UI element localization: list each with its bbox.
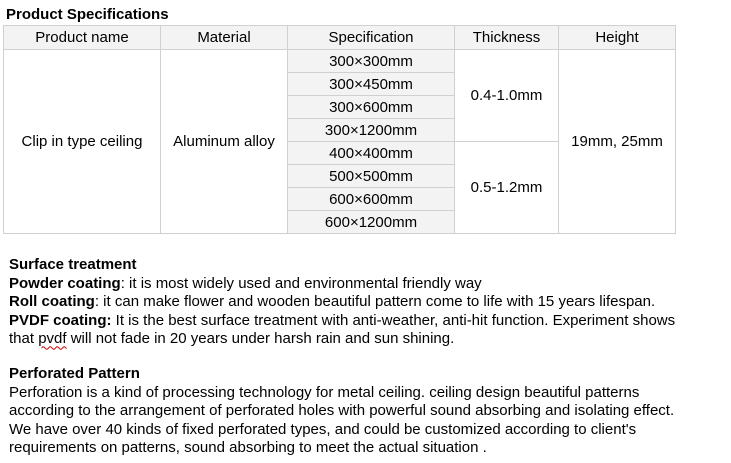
roll-coating-label: Roll coating — [9, 293, 95, 311]
page-title: Product Specifications — [6, 6, 169, 23]
thickness-cell: 0.5-1.2mm — [455, 142, 559, 234]
material-cell: Aluminum alloy — [161, 50, 288, 234]
pvdf-cont-start: that — [9, 330, 39, 348]
surface-treatment-heading: Surface treatment — [9, 256, 137, 273]
header-product-name: Product name — [4, 26, 161, 50]
header-material: Material — [161, 26, 288, 50]
perforated-line: We have over 40 kinds of fixed perforated types, and could be customized according to client's — [9, 420, 637, 438]
header-thickness: Thickness — [455, 26, 559, 50]
specification-cell: 300×300mm — [288, 50, 455, 73]
table-header-row — [4, 26, 676, 50]
specification-cell: 600×1200mm — [288, 211, 455, 234]
pvdf-coating-label: PVDF coating: — [9, 311, 112, 329]
perforated-line: requirements on patterns, sound absorbing to meet the actual situation . — [9, 439, 487, 457]
perforated-line: according to the arrangement of perforated holes with powerful sound absorbing and isolating effect. — [9, 402, 675, 420]
surface-treatment-section — [9, 256, 675, 349]
spellcheck-word: pvdf — [38, 330, 67, 348]
pvdf-cont-end: will not fade in 20 years under harsh rain and sun shining. — [66, 330, 455, 348]
roll-coating-text: : it can make flower and wooden beautiful pattern come to life with 15 years lifespan. — [94, 293, 656, 311]
height-cell: 19mm, 25mm — [559, 50, 676, 234]
specification-cell: 300×600mm — [288, 96, 455, 119]
pvdf-coating-line — [9, 312, 675, 331]
powder-coating-label: Powder coating — [9, 274, 121, 292]
specifications-table — [3, 25, 676, 234]
header-height: Height — [559, 26, 676, 50]
table-row — [4, 50, 676, 73]
specification-cell: 400×400mm — [288, 142, 455, 165]
pvdf-coating-continuation — [9, 330, 675, 349]
specification-cell: 600×600mm — [288, 188, 455, 211]
specification-cell: 300×450mm — [288, 73, 455, 96]
specification-cell: 300×1200mm — [288, 119, 455, 142]
product-name-cell: Clip in type ceiling — [4, 50, 161, 234]
header-specification: Specification — [288, 26, 455, 50]
perforated-line: Perforation is a kind of processing technology for metal ceiling. ceiling design beautiful patterns — [9, 383, 640, 401]
specification-cell: 500×500mm — [288, 165, 455, 188]
powder-coating-text: : it is most widely used and environmental friendly way — [120, 274, 482, 292]
roll-coating-line — [9, 293, 675, 312]
thickness-cell: 0.4-1.0mm — [455, 50, 559, 142]
perforated-pattern-heading: Perforated Pattern — [9, 365, 140, 382]
pvdf-coating-text: It is the best surface treatment with anti-weather, anti-hit function. Experiment shows — [111, 311, 676, 329]
powder-coating-line — [9, 275, 675, 294]
perforated-pattern-section — [9, 365, 674, 458]
